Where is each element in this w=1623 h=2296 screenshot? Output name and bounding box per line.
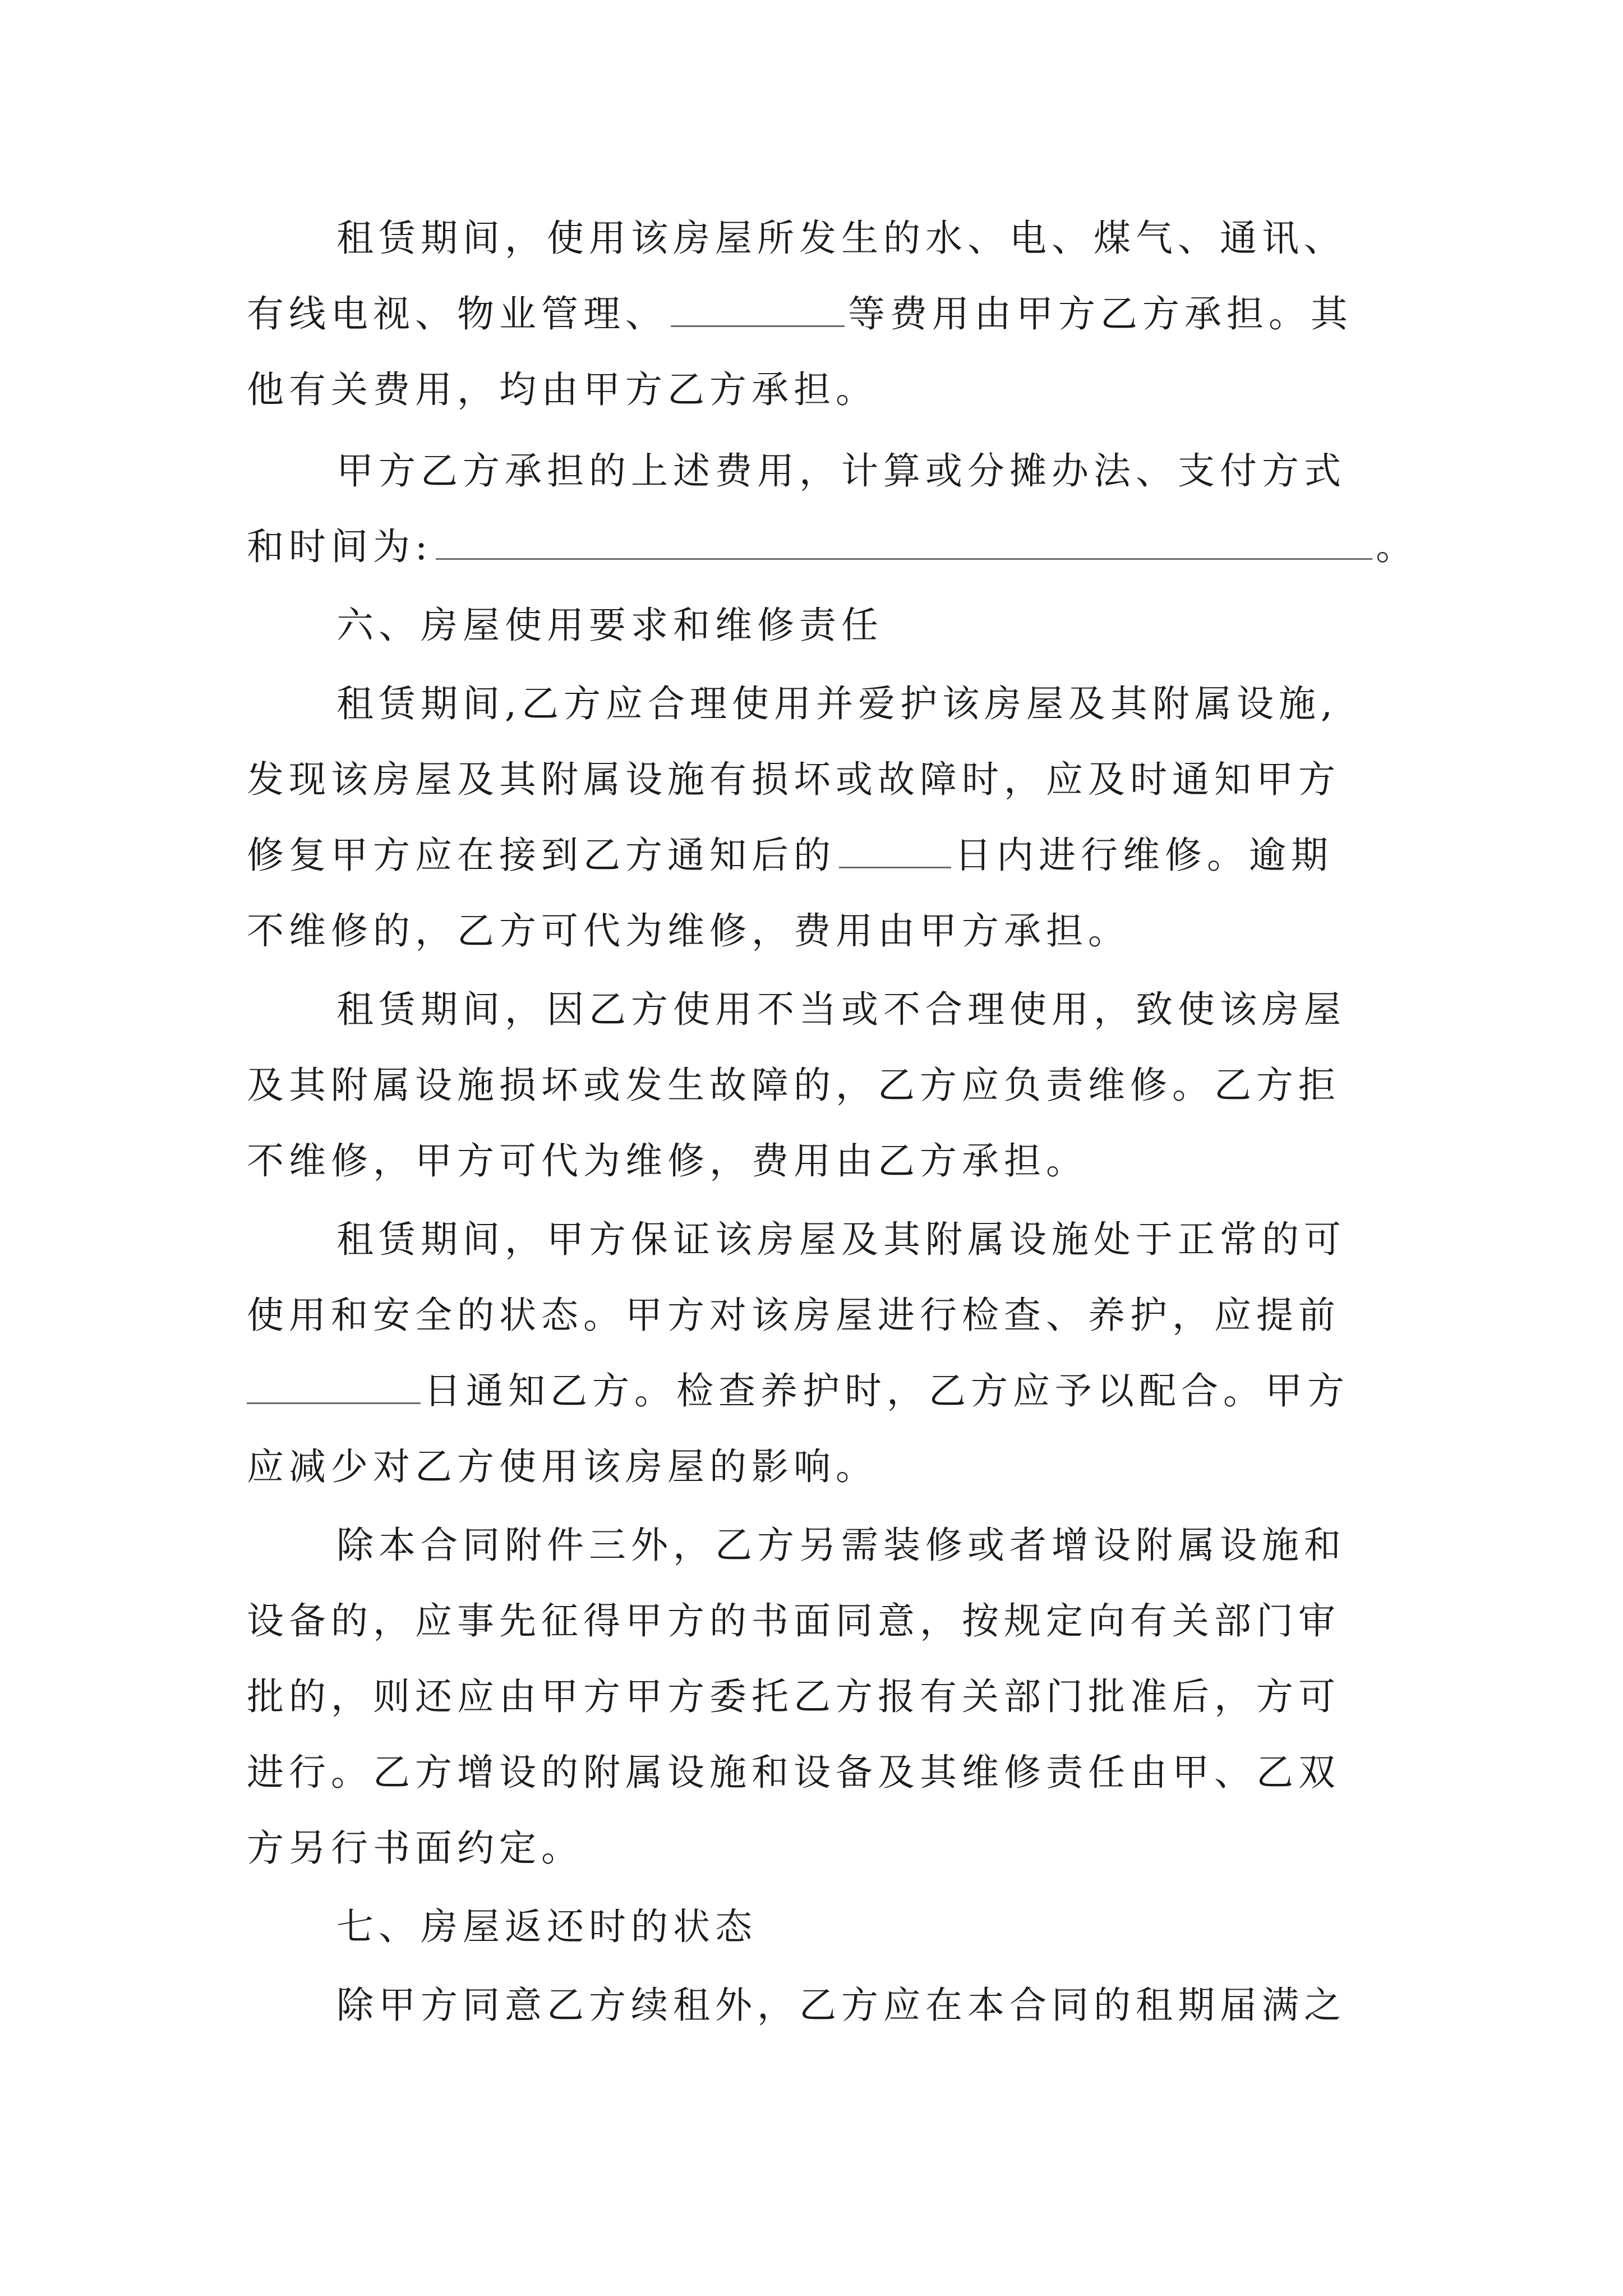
heading-text: 六、房屋使用要求和维修责任 <box>336 604 883 647</box>
line-text: 设备的，应事先征得甲方的书面同意，按规定向有关部门审 <box>247 1599 1340 1642</box>
paragraph-line <box>247 1439 878 1495</box>
line-text: 租赁期间，甲方保证该房屋及其附属设施处于正常的可 <box>336 1218 1346 1261</box>
line-text: 方另行书面约定。 <box>247 1826 583 1870</box>
paragraph-line <box>336 443 1346 499</box>
line-text: 发现该房屋及其附属设施有损坏或故障时，应及时通知甲方 <box>247 758 1340 801</box>
line-text: 等费用由甲方乙方承担。其 <box>848 292 1353 335</box>
line-text: 和时间为: <box>247 525 433 568</box>
line-text: 修复甲方应在接到乙方通知后的 <box>247 834 836 877</box>
paragraph-line <box>336 210 1346 266</box>
line-text: 。 <box>1376 525 1418 568</box>
paragraph-line <box>247 827 1333 884</box>
paragraph-line <box>336 982 1346 1038</box>
paragraph-line <box>247 752 1340 808</box>
line-text: 除本合同附件三外，乙方另需装修或者增设附属设施和 <box>336 1524 1346 1567</box>
paragraph-line <box>336 676 1338 732</box>
paragraph-line <box>336 1212 1346 1268</box>
line-text: 不维修，甲方可代为维修，费用由乙方承担。 <box>247 1139 1088 1182</box>
paragraph-line <box>336 1977 1346 2033</box>
fill-in-blank[interactable] <box>671 286 845 327</box>
paragraph-line <box>247 1287 1340 1343</box>
line-text: 租赁期间，使用该房屋所发生的水、电、煤气、通讯、 <box>336 217 1346 260</box>
line-text: 除甲方同意乙方续租外，乙方应在本合同的租期届满之 <box>336 1984 1346 2027</box>
paragraph-line <box>247 1057 1340 1114</box>
section-heading <box>336 1899 757 1955</box>
paragraph-line <box>247 1133 1088 1189</box>
paragraph-line <box>247 1745 1340 1801</box>
paragraph-line <box>247 519 1418 575</box>
paragraph-line <box>247 1669 1340 1725</box>
line-text: 日内进行维修。逾期 <box>955 834 1333 877</box>
section-heading <box>336 597 883 654</box>
fill-in-blank[interactable] <box>436 519 1372 560</box>
line-text: 租赁期间，因乙方使用不当或不合理使用，致使该房屋 <box>336 988 1346 1031</box>
line-text: 他有关费用，均由甲方乙方承担。 <box>247 368 878 411</box>
heading-text: 七、房屋返还时的状态 <box>336 1905 757 1948</box>
paragraph-line <box>247 903 1130 959</box>
paragraph-line <box>247 286 1353 342</box>
line-text: 及其附属设施损坏或发生故障的，乙方应负责维修。乙方拒 <box>247 1064 1340 1107</box>
line-text: 批的，则还应由甲方甲方委托乙方报有关部门批准后，方可 <box>247 1675 1340 1718</box>
paragraph-line <box>247 1593 1340 1649</box>
fill-in-blank[interactable] <box>247 1363 421 1404</box>
fill-in-blank[interactable] <box>839 827 951 868</box>
line-text: 有线电视、物业管理、 <box>247 292 667 335</box>
paragraph-line <box>247 1820 583 1876</box>
paragraph-line <box>336 1517 1346 1573</box>
line-text: 不维修的，乙方可代为维修，费用由甲方承担。 <box>247 909 1130 953</box>
paragraph-line <box>247 1363 1349 1419</box>
line-text: 甲方乙方承担的上述费用，计算或分摊办法、支付方式 <box>336 449 1346 493</box>
line-text: 应减少对乙方使用该房屋的影响。 <box>247 1445 878 1488</box>
paragraph-line <box>247 362 878 418</box>
line-text: 租赁期间,乙方应合理使用并爱护该房屋及其附属设施, <box>336 682 1338 725</box>
line-text: 日通知乙方。检查养护时，乙方应予以配合。甲方 <box>424 1369 1349 1412</box>
line-text: 使用和安全的状态。甲方对该房屋进行检查、养护，应提前 <box>247 1294 1340 1337</box>
line-text: 进行。乙方增设的附属设施和设备及其维修责任由甲、乙双 <box>247 1751 1340 1794</box>
